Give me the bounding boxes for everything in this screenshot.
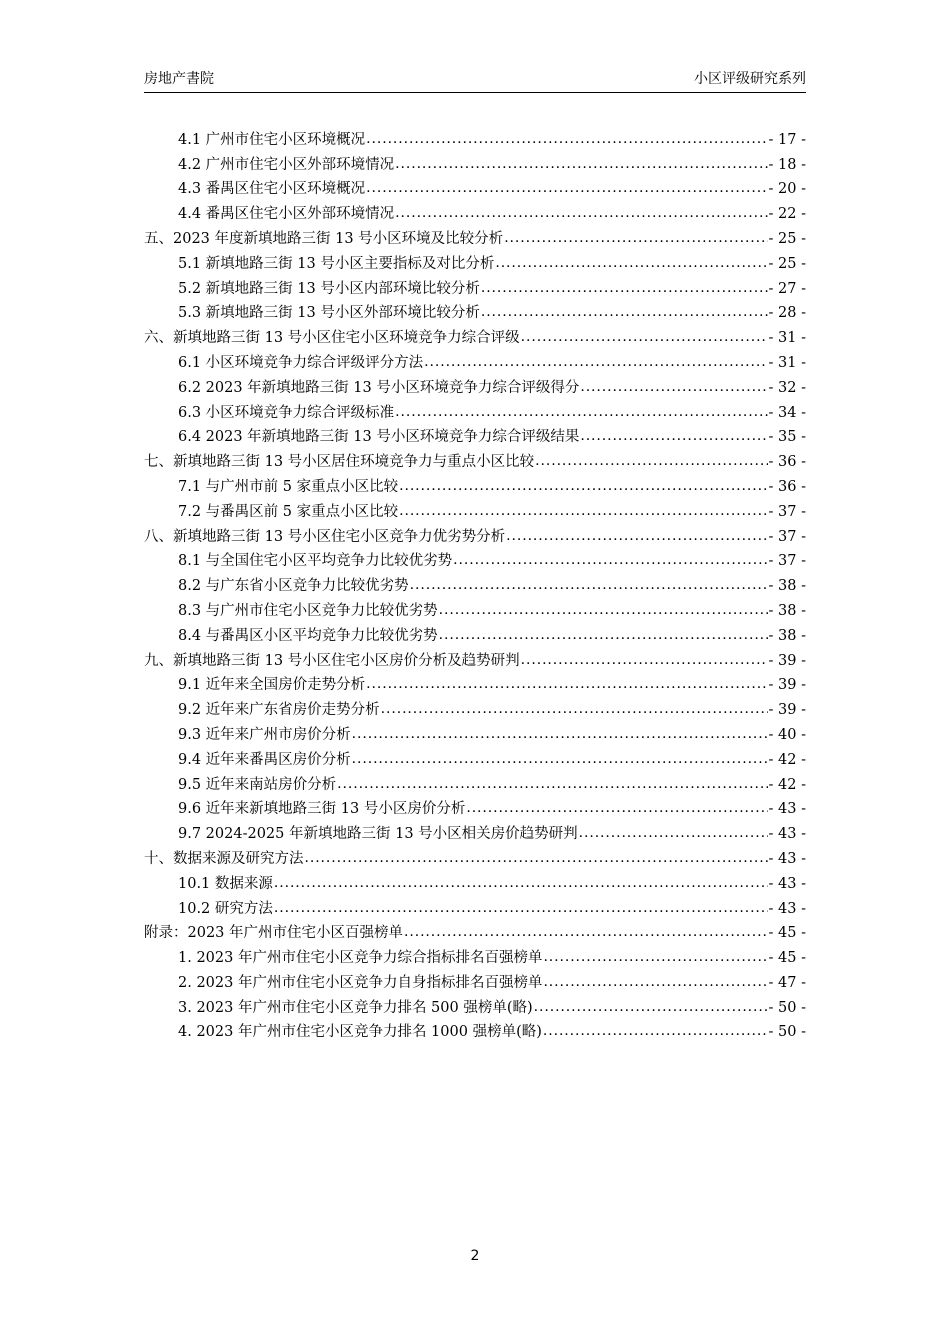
toc-entry-page: - 50 - (768, 1024, 806, 1041)
toc-dot-leader (439, 602, 768, 620)
toc-entry-page: - 37 - (768, 528, 806, 545)
toc-entry-page: - 37 - (768, 553, 806, 570)
toc-entry-title: 4. 2023 年广州市住宅小区竞争力排名 1000 强榜单(略) (178, 1024, 542, 1041)
toc-entry[interactable] (144, 794, 806, 819)
toc-entry-page: - 25 - (768, 230, 806, 247)
toc-entry-title: 八、新填地路三街 13 号小区住宅小区竞争力优劣势分析 (144, 528, 506, 545)
toc-entry[interactable] (144, 397, 806, 422)
toc-entry-title: 十、数据来源及研究方法 (144, 850, 304, 867)
toc-entry-page: - 18 - (768, 156, 806, 173)
toc-entry-title: 1. 2023 年广州市住宅小区竞争力综合指标排名百强榜单 (178, 950, 543, 967)
toc-entry-page: - 31 - (768, 330, 806, 347)
toc-dot-leader (579, 825, 768, 843)
toc-entry-title: 附录：2023 年广州市住宅小区百强榜单 (144, 925, 404, 942)
toc-dot-leader (424, 354, 767, 372)
toc-dot-leader (366, 676, 767, 694)
toc-entry-page: - 45 - (768, 950, 806, 967)
toc-entry[interactable] (144, 546, 806, 571)
toc-entry[interactable] (144, 843, 806, 868)
toc-entry[interactable] (144, 570, 806, 595)
toc-entry-page: - 32 - (768, 379, 806, 396)
toc-entry-title: 6.2 2023 年新填地路三街 13 号小区环境竞争力综合评级得分 (178, 379, 580, 396)
toc-entry-page: - 43 - (768, 875, 806, 892)
toc-entry-title: 9.3 近年来广州市房价分析 (178, 726, 351, 743)
toc-entry-title: 九、新填地路三街 13 号小区住宅小区房价分析及趋势研判 (144, 652, 520, 669)
toc-entry-page: - 43 - (768, 826, 806, 843)
toc-entry[interactable] (144, 496, 806, 521)
toc-entry-page: - 38 - (768, 578, 806, 595)
toc-dot-leader (395, 404, 767, 422)
toc-entry-page: - 25 - (768, 255, 806, 272)
toc-entry[interactable] (144, 446, 806, 471)
toc-entry[interactable] (144, 372, 806, 397)
toc-entry[interactable] (144, 719, 806, 744)
page-number: 2 (470, 1248, 480, 1264)
header-publisher: 房地产書院 (144, 71, 214, 87)
toc-entry-page: - 42 - (768, 751, 806, 768)
toc-entry-page: - 40 - (768, 726, 806, 743)
toc-entry[interactable] (144, 992, 806, 1017)
toc-entry-page: - 42 - (768, 776, 806, 793)
toc-entry-title: 5.1 新填地路三街 13 号小区主要指标及对比分析 (178, 255, 495, 272)
toc-entry-title: 9.2 近年来广东省房价走势分析 (178, 702, 380, 719)
toc-entry-title: 5.3 新填地路三街 13 号小区外部环境比较分析 (178, 305, 480, 322)
toc-entry-page: - 37 - (768, 503, 806, 520)
toc-entry-page: - 39 - (768, 702, 806, 719)
toc-entry-title: 6.1 小区环境竞争力综合评级评分方法 (178, 354, 424, 371)
toc-entry-page: - 39 - (768, 677, 806, 694)
toc-entry-page: - 43 - (768, 900, 806, 917)
toc-entry[interactable] (144, 645, 806, 670)
toc-dot-leader (274, 900, 768, 918)
header-series-title: 小区评级研究系列 (694, 71, 806, 87)
toc-entry[interactable] (144, 818, 806, 843)
toc-dot-leader (337, 776, 767, 794)
toc-entry[interactable] (144, 1017, 806, 1042)
toc-entry-title: 4.3 番禺区住宅小区环境概况 (178, 181, 366, 198)
toc-dot-leader (543, 974, 767, 992)
toc-entry-page: - 17 - (768, 131, 806, 148)
toc-dot-leader (352, 751, 768, 769)
toc-entry-title: 9.7 2024-2025 年新填地路三街 13 号小区相关房价趋势研判 (178, 826, 578, 843)
toc-dot-leader (305, 850, 768, 868)
toc-entry-page: - 28 - (768, 305, 806, 322)
toc-dot-leader (404, 924, 768, 942)
toc-entry-page: - 39 - (768, 652, 806, 669)
toc-dot-leader (543, 949, 767, 967)
toc-dot-leader (534, 999, 768, 1017)
toc-entry[interactable] (144, 868, 806, 893)
toc-dot-leader (481, 304, 768, 322)
toc-entry[interactable] (144, 223, 806, 248)
toc-entry-title: 8.4 与番禺区小区平均竞争力比较优劣势 (178, 627, 438, 644)
toc-dot-leader (504, 230, 767, 248)
toc-entry[interactable] (144, 124, 806, 149)
toc-entry-page: - 50 - (768, 999, 806, 1016)
toc-entry[interactable] (144, 918, 806, 943)
toc-dot-leader (399, 503, 767, 521)
toc-entry-page: - 34 - (768, 404, 806, 421)
toc-dot-leader (366, 180, 767, 198)
toc-entry[interactable] (144, 769, 806, 794)
toc-dot-leader (395, 205, 767, 223)
toc-entry[interactable] (144, 670, 806, 695)
toc-dot-leader (352, 726, 768, 744)
toc-entry[interactable] (144, 322, 806, 347)
toc-entry-title: 4.2 广州市住宅小区外部环境情况 (178, 156, 395, 173)
toc-entry-title: 9.5 近年来南站房价分析 (178, 776, 337, 793)
toc-dot-leader (543, 1023, 768, 1041)
toc-dot-leader (481, 280, 768, 298)
toc-entry[interactable] (144, 744, 806, 769)
toc-dot-leader (521, 329, 768, 347)
toc-entry[interactable] (144, 521, 806, 546)
toc-dot-leader (521, 652, 768, 670)
toc-dot-leader (535, 453, 767, 471)
toc-entry-title: 3. 2023 年广州市住宅小区竞争力排名 500 强榜单(略) (178, 999, 533, 1016)
toc-entry-title: 4.1 广州市住宅小区环境概况 (178, 131, 366, 148)
toc-entry[interactable] (144, 298, 806, 323)
toc-entry-title: 5.2 新填地路三街 13 号小区内部环境比较分析 (178, 280, 480, 297)
toc-entry-page: - 27 - (768, 280, 806, 297)
toc-entry-page: - 36 - (768, 478, 806, 495)
toc-entry-title: 七、新填地路三街 13 号小区居住环境竞争力与重点小区比较 (144, 454, 535, 471)
toc-entry[interactable] (144, 595, 806, 620)
toc-entry-page: - 22 - (768, 206, 806, 223)
page-header (144, 66, 806, 93)
toc-entry-page: - 36 - (768, 454, 806, 471)
toc-entry-page: - 47 - (768, 974, 806, 991)
toc-entry[interactable] (144, 149, 806, 174)
toc-entry-title: 6.4 2023 年新填地路三街 13 号小区环境竞争力综合评级结果 (178, 429, 580, 446)
table-of-contents (144, 124, 806, 1041)
toc-dot-leader (495, 255, 767, 273)
toc-entry-title: 六、新填地路三街 13 号小区住宅小区环境竞争力综合评级 (144, 330, 520, 347)
toc-entry-title: 4.4 番禺区住宅小区外部环境情况 (178, 206, 395, 223)
toc-entry-title: 五、2023 年度新填地路三街 13 号小区环境及比较分析 (144, 230, 504, 247)
toc-entry[interactable] (144, 273, 806, 298)
toc-entry[interactable] (144, 422, 806, 447)
toc-entry[interactable] (144, 471, 806, 496)
toc-entry-page: - 43 - (768, 801, 806, 818)
toc-dot-leader (453, 552, 767, 570)
toc-entry[interactable] (144, 893, 806, 918)
toc-entry-title: 9.4 近年来番禺区房价分析 (178, 751, 351, 768)
toc-dot-leader (399, 478, 767, 496)
toc-entry-title: 10.2 研究方法 (178, 900, 273, 917)
toc-entry-title: 6.3 小区环境竞争力综合评级标准 (178, 404, 395, 421)
toc-entry-title: 9.6 近年来新填地路三街 13 号小区房价分析 (178, 801, 466, 818)
toc-entry[interactable] (144, 620, 806, 645)
toc-entry-page: - 20 - (768, 181, 806, 198)
toc-entry-page: - 31 - (768, 354, 806, 371)
toc-entry-title: 7.2 与番禺区前 5 家重点小区比较 (178, 503, 399, 520)
toc-entry-page: - 43 - (768, 850, 806, 867)
toc-dot-leader (506, 528, 767, 546)
toc-entry-title: 9.1 近年来全国房价走势分析 (178, 677, 366, 694)
toc-entry-title: 8.2 与广东省小区竞争力比较优劣势 (178, 578, 409, 595)
toc-entry[interactable] (144, 347, 806, 372)
toc-dot-leader (466, 800, 767, 818)
toc-entry-title: 8.1 与全国住宅小区平均竞争力比较优劣势 (178, 553, 453, 570)
toc-dot-leader (395, 156, 767, 174)
toc-dot-leader (381, 701, 768, 719)
toc-dot-leader (580, 379, 767, 397)
toc-entry[interactable] (144, 942, 806, 967)
toc-entry[interactable] (144, 967, 806, 992)
toc-dot-leader (366, 131, 767, 149)
toc-entry-title: 8.3 与广州市住宅小区竞争力比较优劣势 (178, 602, 438, 619)
toc-dot-leader (439, 627, 768, 645)
toc-dot-leader (580, 428, 767, 446)
toc-dot-leader (410, 577, 768, 595)
toc-entry-page: - 38 - (768, 602, 806, 619)
toc-entry-title: 7.1 与广州市前 5 家重点小区比较 (178, 478, 399, 495)
toc-entry-title: 10.1 数据来源 (178, 875, 273, 892)
toc-dot-leader (274, 875, 768, 893)
toc-entry[interactable] (144, 174, 806, 199)
toc-entry[interactable] (144, 198, 806, 223)
toc-entry-page: - 35 - (768, 429, 806, 446)
toc-entry[interactable] (144, 694, 806, 719)
toc-entry-page: - 45 - (768, 925, 806, 942)
toc-entry[interactable] (144, 248, 806, 273)
toc-entry-page: - 38 - (768, 627, 806, 644)
toc-entry-title: 2. 2023 年广州市住宅小区竞争力自身指标排名百强榜单 (178, 974, 543, 991)
